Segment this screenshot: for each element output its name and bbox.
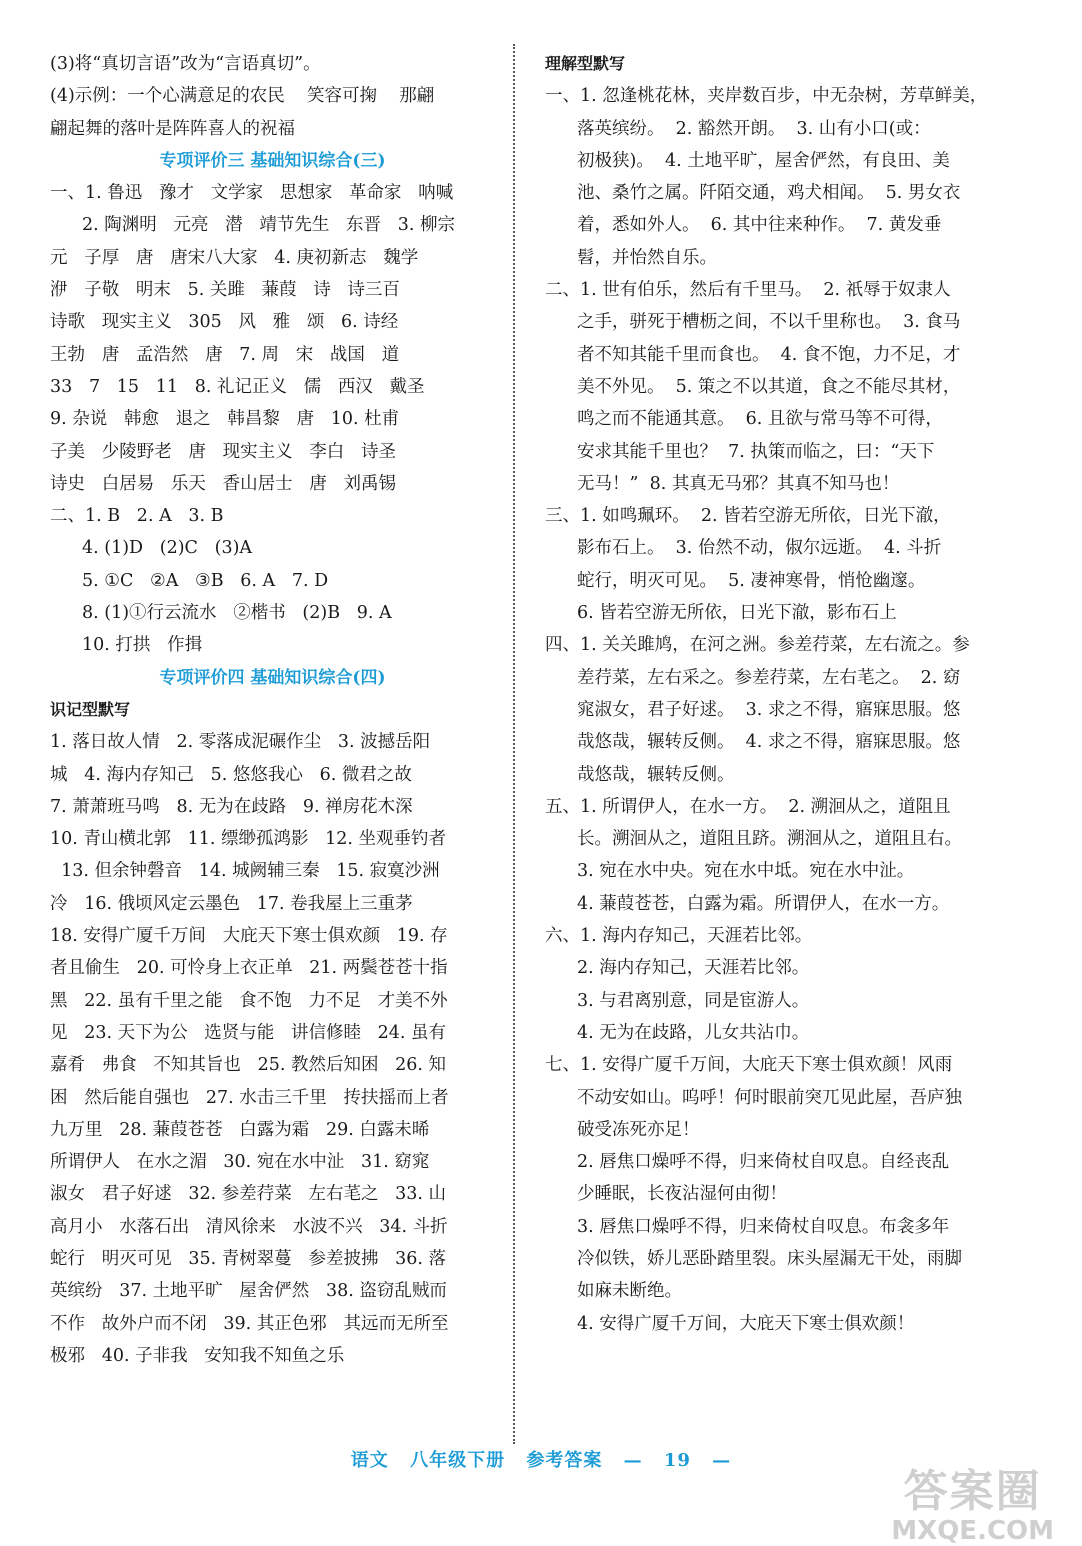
answer-line: 不作 故外户而不闭 39. 其正色邪 其远而无所至: [50, 1313, 449, 1334]
answer-line: 者不知其能千里而食也。 4. 食不饱，力不足，才: [577, 344, 961, 365]
answer-line: 淑女 君子好逑 32. 参差荇菜 左右芼之 33. 山: [50, 1184, 447, 1205]
watermark-url: MXQE.COM: [891, 1516, 1054, 1546]
answer-line: 5. ①C ②A ③B 6. A 7. D: [82, 570, 329, 591]
answer-line: 窕淑女，君子好逑。 3. 求之不得，寤寐思服。悠: [577, 699, 961, 720]
answer-line: 3. 与君离别意，同是宦游人。: [577, 990, 810, 1011]
answer-line: 初极狭)。 4. 土地平旷，屋舍俨然，有良田、美: [577, 150, 950, 171]
answer-line: 元 子厚 唐 唐宋八大家 4. 庚初新志 魏学: [50, 247, 419, 268]
answer-line: 嘉肴 弗食 不知其旨也 25. 教然后知困 26. 知: [50, 1055, 447, 1076]
answer-line: 少睡眠，长夜沾湿何由彻！: [577, 1184, 787, 1205]
answer-line: 鸣之而不能通其意。 6. 且欲与常马等不可得，: [577, 409, 943, 430]
answer-line: 哉悠哉，辗转反侧。: [577, 764, 735, 785]
answer-line: 13. 但余钟磬音 14. 城阙辅三秦 15. 寂寞沙洲: [50, 861, 440, 882]
answer-line: 二、1. B 2. A 3. B: [50, 506, 224, 527]
answer-line: 冷似铁，娇儿恶卧踏里裂。床头屋漏无干处，雨脚: [577, 1248, 962, 1269]
answer-line: 着，悉如外人。 6. 其中往来种作。 7. 黄发垂: [577, 215, 942, 236]
answer-line: 王勃 唐 孟浩然 唐 7. 周 宋 战国 道: [50, 344, 400, 365]
section-title: 专项评价四 基础知识综合(四): [159, 667, 386, 688]
answer-line: 哉悠哉，辗转反侧。 4. 求之不得，寤寐思服。悠: [577, 732, 961, 753]
answer-line: 7. 萧萧班马鸣 8. 无为在歧路 9. 禅房花木深: [50, 796, 413, 817]
answer-line: 影布石上。 3. 佁然不动，俶尔远逝。 4. 斗折: [577, 538, 942, 559]
answer-line: 差荇菜，左右采之。参差荇菜，左右芼之。 2. 窈: [577, 667, 961, 688]
answer-line: 七、1. 安得广厦千万间，大庇天下寒士俱欢颜！风雨: [545, 1055, 953, 1076]
answer-line: 洢 子敬 明末 5. 关雎 蒹葭 诗 诗三百: [50, 280, 400, 301]
answer-line: 落英缤纷。 2. 豁然开朗。 3. 山有小口(或：: [577, 118, 931, 139]
answer-line: 无马！” 8. 其真无马邪？其真不知马也！: [577, 473, 900, 494]
answer-line: 如麻未断绝。: [577, 1281, 682, 1302]
answer-line: 诗史 白居易 乐天 香山居士 唐 刘禹锡: [50, 473, 396, 494]
answer-line: 长。溯洄从之，道阻且跻。溯洄从之，道阻且右。: [577, 829, 962, 850]
answer-line: 九万里 28. 蒹葭苍苍 白露为霜 29. 白露未晞: [50, 1119, 430, 1140]
answer-line: 髫，并怡然自乐。: [577, 247, 717, 268]
answer-line: 见 23. 天下为公 选贤与能 讲信修睦 24. 虽有: [50, 1022, 447, 1043]
answer-line: 1. 落日故人情 2. 零落成泥碾作尘 3. 波撼岳阳: [50, 732, 431, 753]
answer-line: 2. 海内存知己，天涯若比邻。: [577, 958, 810, 979]
answer-line: 二、1. 世有伯乐，然后有千里马。 2. 祇辱于奴隶人: [545, 280, 951, 301]
answer-line: 诗歌 现实主义 305 风 雅 颂 6. 诗经: [50, 312, 399, 333]
answer-line: 破受冻死亦足！: [577, 1119, 700, 1140]
answer-line: (4)示例：一个心满意足的农民 笑容可掬 那翩: [50, 86, 435, 107]
answer-line: 4. 无为在歧路，儿女共沾巾。: [577, 1022, 810, 1043]
left-column: [50, 48, 495, 1372]
answer-line: 蛇行 明灭可见 35. 青树翠蔓 参差披拂 36. 落: [50, 1248, 447, 1269]
section-title: 专项评价三 基础知识综合(三): [159, 150, 386, 171]
answer-line: 10. 青山横北郭 11. 缥缈孤鸿影 12. 坐观垂钓者: [50, 829, 447, 850]
answer-line: 城 4. 海内存知己 5. 悠悠我心 6. 微君之故: [50, 764, 412, 785]
answer-line: 4. (1)D (2)C (3)A: [82, 538, 253, 559]
answer-line: 3. 宛在水中央。宛在水中坻。宛在水中沚。: [577, 861, 915, 882]
answer-line: 所谓伊人 在水之湄 30. 宛在水中沚 31. 窈窕: [50, 1152, 430, 1173]
answer-line: 黑 22. 虽有千里之能 食不饱 力不足 才美不外: [50, 990, 448, 1011]
answer-line: 英缤纷 37. 土地平旷 屋舍俨然 38. 盗窃乱贼而: [50, 1281, 447, 1302]
subsection-title: 识记型默写: [50, 699, 131, 719]
answer-line: 蛇行，明灭可见。 5. 凄神寒骨，悄怆幽邃。: [577, 570, 926, 591]
answer-line: 之手，骈死于槽枥之间，不以千里称也。 3. 食马: [577, 312, 961, 333]
page-footer: 语文 八年级下册 参考答案 — 19 —: [350, 1450, 732, 1471]
answer-line: 四、1. 关关雎鸠，在河之洲。参差荇菜，左右流之。参: [545, 635, 970, 656]
answer-line: 2. 陶渊明 元亮 潜 靖节先生 东晋 3. 柳宗: [82, 215, 455, 236]
answer-line: (3)将“真切言语”改为“言语真切”。: [50, 54, 321, 74]
watermark-logo-text: 答案圈: [903, 1466, 1042, 1517]
answer-line: 五、1. 所谓伊人，在水一方。 2. 溯洄从之，道阻且: [545, 796, 951, 817]
subsection-title: 理解型默写: [545, 54, 626, 73]
answer-line: 一、1. 鲁迅 豫才 文学家 思想家 革命家 呐喊: [50, 183, 454, 204]
right-column: [545, 48, 990, 1340]
answer-line: 子美 少陵野老 唐 现实主义 李白 诗圣: [50, 441, 396, 462]
answer-line: 者且偷生 20. 可怜身上衣正单 21. 两鬓苍苍十指: [50, 958, 448, 979]
answer-line: 9. 杂说 韩愈 退之 韩昌黎 唐 10. 杜甫: [50, 409, 400, 430]
answer-line: 4. 蒹葭苍苍，白露为霜。所谓伊人，在水一方。: [577, 893, 950, 914]
column-divider: [513, 44, 515, 1444]
answer-line: 6. 皆若空游无所依，日光下澈，影布石上: [577, 603, 897, 624]
answer-line: 10. 打拱 作揖: [82, 635, 203, 656]
answer-line: 困 然后能自强也 27. 水击三千里 抟扶摇而上者: [50, 1087, 449, 1108]
answer-line: 池、桑竹之属。阡陌交通，鸡犬相闻。 5. 男女衣: [577, 183, 961, 204]
answer-line: 2. 唇焦口燥呼不得，归来倚杖自叹息。自经丧乱: [577, 1152, 950, 1173]
watermark-logo: [891, 1468, 1054, 1546]
answer-line: 翩起舞的落叶是阵阵喜人的祝福: [50, 118, 295, 139]
answer-line: 美不外见。 5. 策之不以其道，食之不能尽其材，: [577, 376, 961, 397]
answer-line: 冷 16. 俄顷风定云墨色 17. 卷我屋上三重茅: [50, 893, 413, 914]
answer-line: 33 7 15 11 8. 礼记正义 儒 西汉 戴圣: [50, 376, 425, 397]
answer-line: 18. 安得广厦千万间 大庇天下寒士俱欢颜 19. 存: [50, 926, 448, 947]
answer-line: 三、1. 如鸣珮环。 2. 皆若空游无所依，日光下澈，: [545, 506, 951, 527]
answer-line: 一、1. 忽逢桃花林，夹岸数百步，中无杂树，芳草鲜美，: [545, 86, 988, 107]
answer-line: 4. 安得广厦千万间，大庇天下寒士俱欢颜！: [577, 1313, 915, 1334]
answer-line: 3. 唇焦口燥呼不得，归来倚杖自叹息。布衾多年: [577, 1216, 950, 1237]
answer-line: 安求其能千里也？ 7. 执策而临之，曰：“天下: [577, 441, 935, 462]
answer-line: 六、1. 海内存知己，天涯若比邻。: [545, 926, 813, 947]
answer-line: 极邪 40. 子非我 安知我不知鱼之乐: [50, 1345, 345, 1366]
answer-line: 8. (1)①行云流水 ②楷书 (2)B 9. A: [82, 603, 392, 624]
answer-line: 不动安如山。呜呼！何时眼前突兀见此屋，吾庐独: [577, 1087, 962, 1108]
answer-line: 高月小 水落石出 清风徐来 水波不兴 34. 斗折: [50, 1216, 448, 1237]
